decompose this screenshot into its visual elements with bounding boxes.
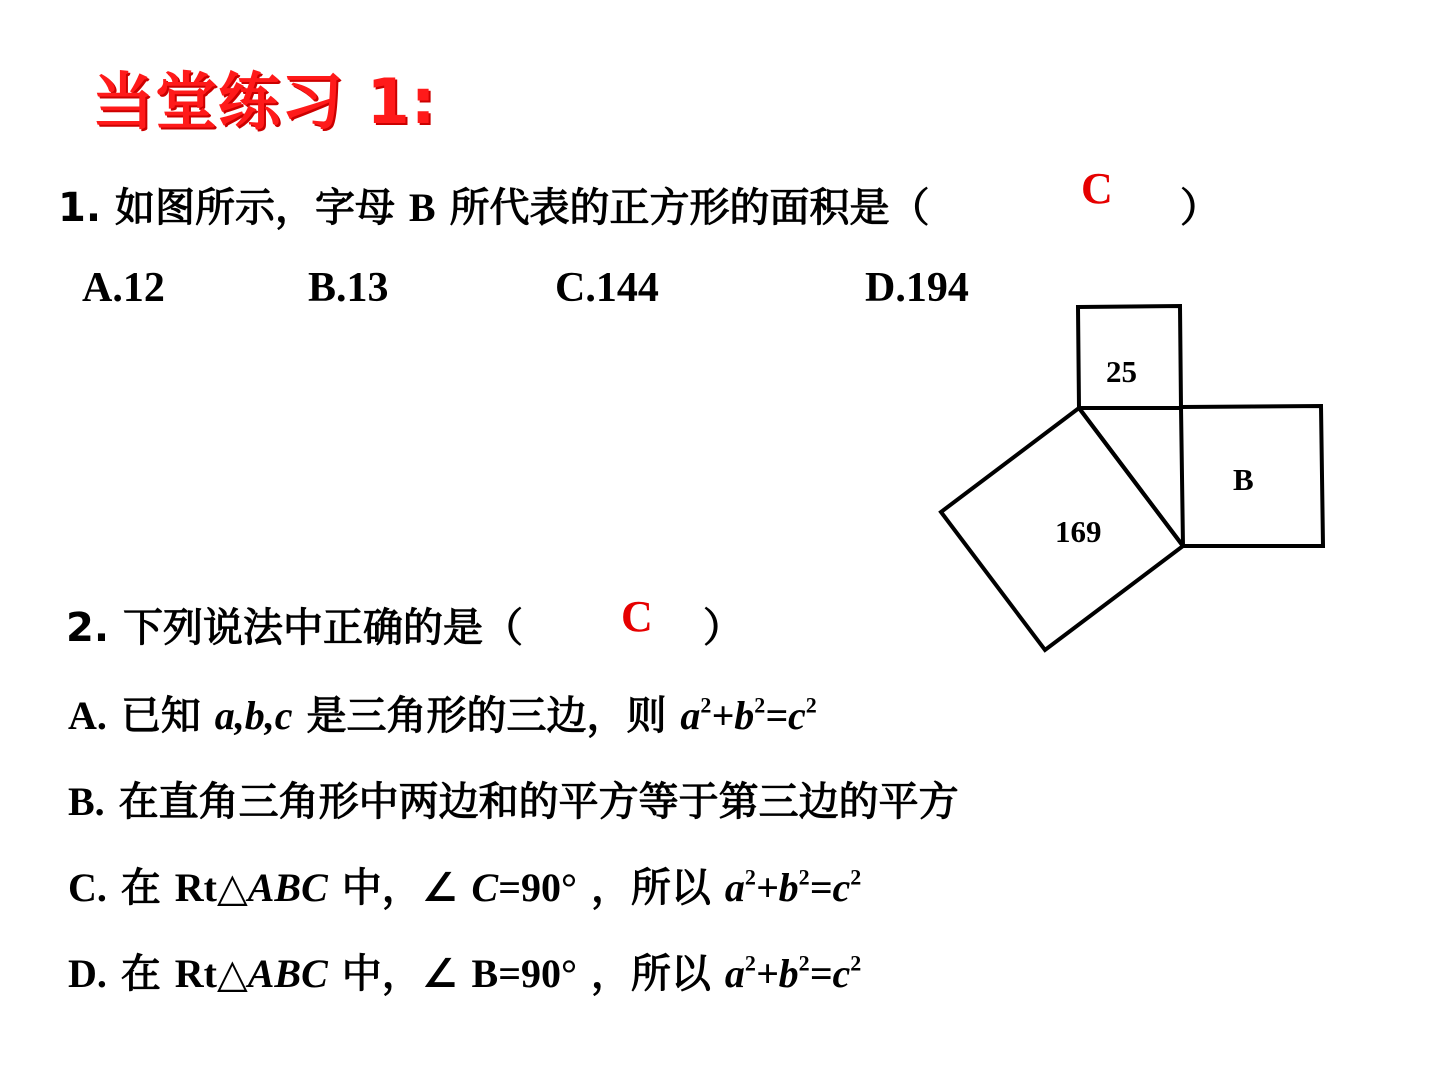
page-title: 当堂练习 1: [92, 65, 437, 138]
q2-option-d-text3: ，所以 [590, 951, 711, 997]
label-right-square: B [1233, 462, 1254, 497]
q2-option-a-prefix: A. [68, 693, 107, 738]
question-2 [66, 596, 523, 653]
question-1-answer: C [1081, 164, 1113, 213]
q2-option-d-abc: ABC [247, 951, 328, 996]
q2-option-c-abc: ABC [247, 865, 328, 910]
label-top-square: 25 [1106, 354, 1137, 389]
q1-option-c[interactable]: C.144 [555, 265, 659, 311]
q2-option-a-text1: 已知 [120, 693, 201, 739]
q2-option-d-rt: Rt△ [174, 951, 248, 996]
q2-option-d-text2: 中，∠ [341, 951, 458, 997]
question-1-text-c: 所代表的正方形的面积是（ [449, 185, 930, 231]
q2-option-c-equation: $a^2+b^2=c^2$ [724, 864, 862, 910]
q2-option-d-prefix: D. [68, 951, 107, 996]
question-1-close-paren: ） [1180, 185, 1220, 231]
question-2-number: 2. [66, 605, 110, 651]
question-1-number: 1. [58, 185, 102, 231]
q2-option-c-angle: C [471, 865, 499, 910]
q2-option-c-text2: 中，∠ [341, 865, 458, 911]
q2-option-a-equation: $a^2+b^2=c^2$ [680, 692, 817, 738]
q2-option-b-text: 在直角三角形中两边和的平方等于第三边的平方 [118, 779, 959, 825]
q2-option-d[interactable] [68, 942, 861, 999]
q1-option-b[interactable]: B.13 [308, 265, 389, 311]
question-2-text: 下列说法中正确的是（ [122, 605, 523, 651]
q2-option-c-text1: 在 [120, 865, 161, 911]
q1-option-d[interactable]: D.194 [865, 265, 969, 311]
q1-option-a[interactable]: A.12 [82, 265, 165, 311]
q2-option-c-text3: ，所以 [590, 865, 711, 911]
q2-option-d-text1: 在 [120, 951, 161, 997]
q2-option-d-angle: B=90° [471, 951, 577, 996]
q2-option-a-text2: 是三角形的三边，则 [306, 693, 667, 739]
q2-option-d-equation: $a^2+b^2=c^2$ [724, 950, 862, 996]
q2-option-c[interactable] [68, 856, 861, 913]
question-1-letter-b: B [408, 185, 436, 230]
q2-option-c-prefix: C. [68, 865, 107, 910]
q2-option-a-vars: a,b,c [214, 693, 293, 738]
q2-option-c-rt: Rt△ [174, 865, 248, 910]
question-2-answer: C [621, 592, 653, 641]
question-1-text-a: 如图所示，字母 [114, 185, 395, 231]
q2-option-c-degree: =90° [498, 865, 577, 910]
question-2-close-paren: ） [703, 605, 743, 651]
q2-option-b[interactable] [68, 770, 959, 827]
label-left-square: 169 [1055, 514, 1102, 549]
q2-option-a[interactable] [68, 684, 817, 741]
q2-option-b-prefix: B. [68, 779, 105, 824]
